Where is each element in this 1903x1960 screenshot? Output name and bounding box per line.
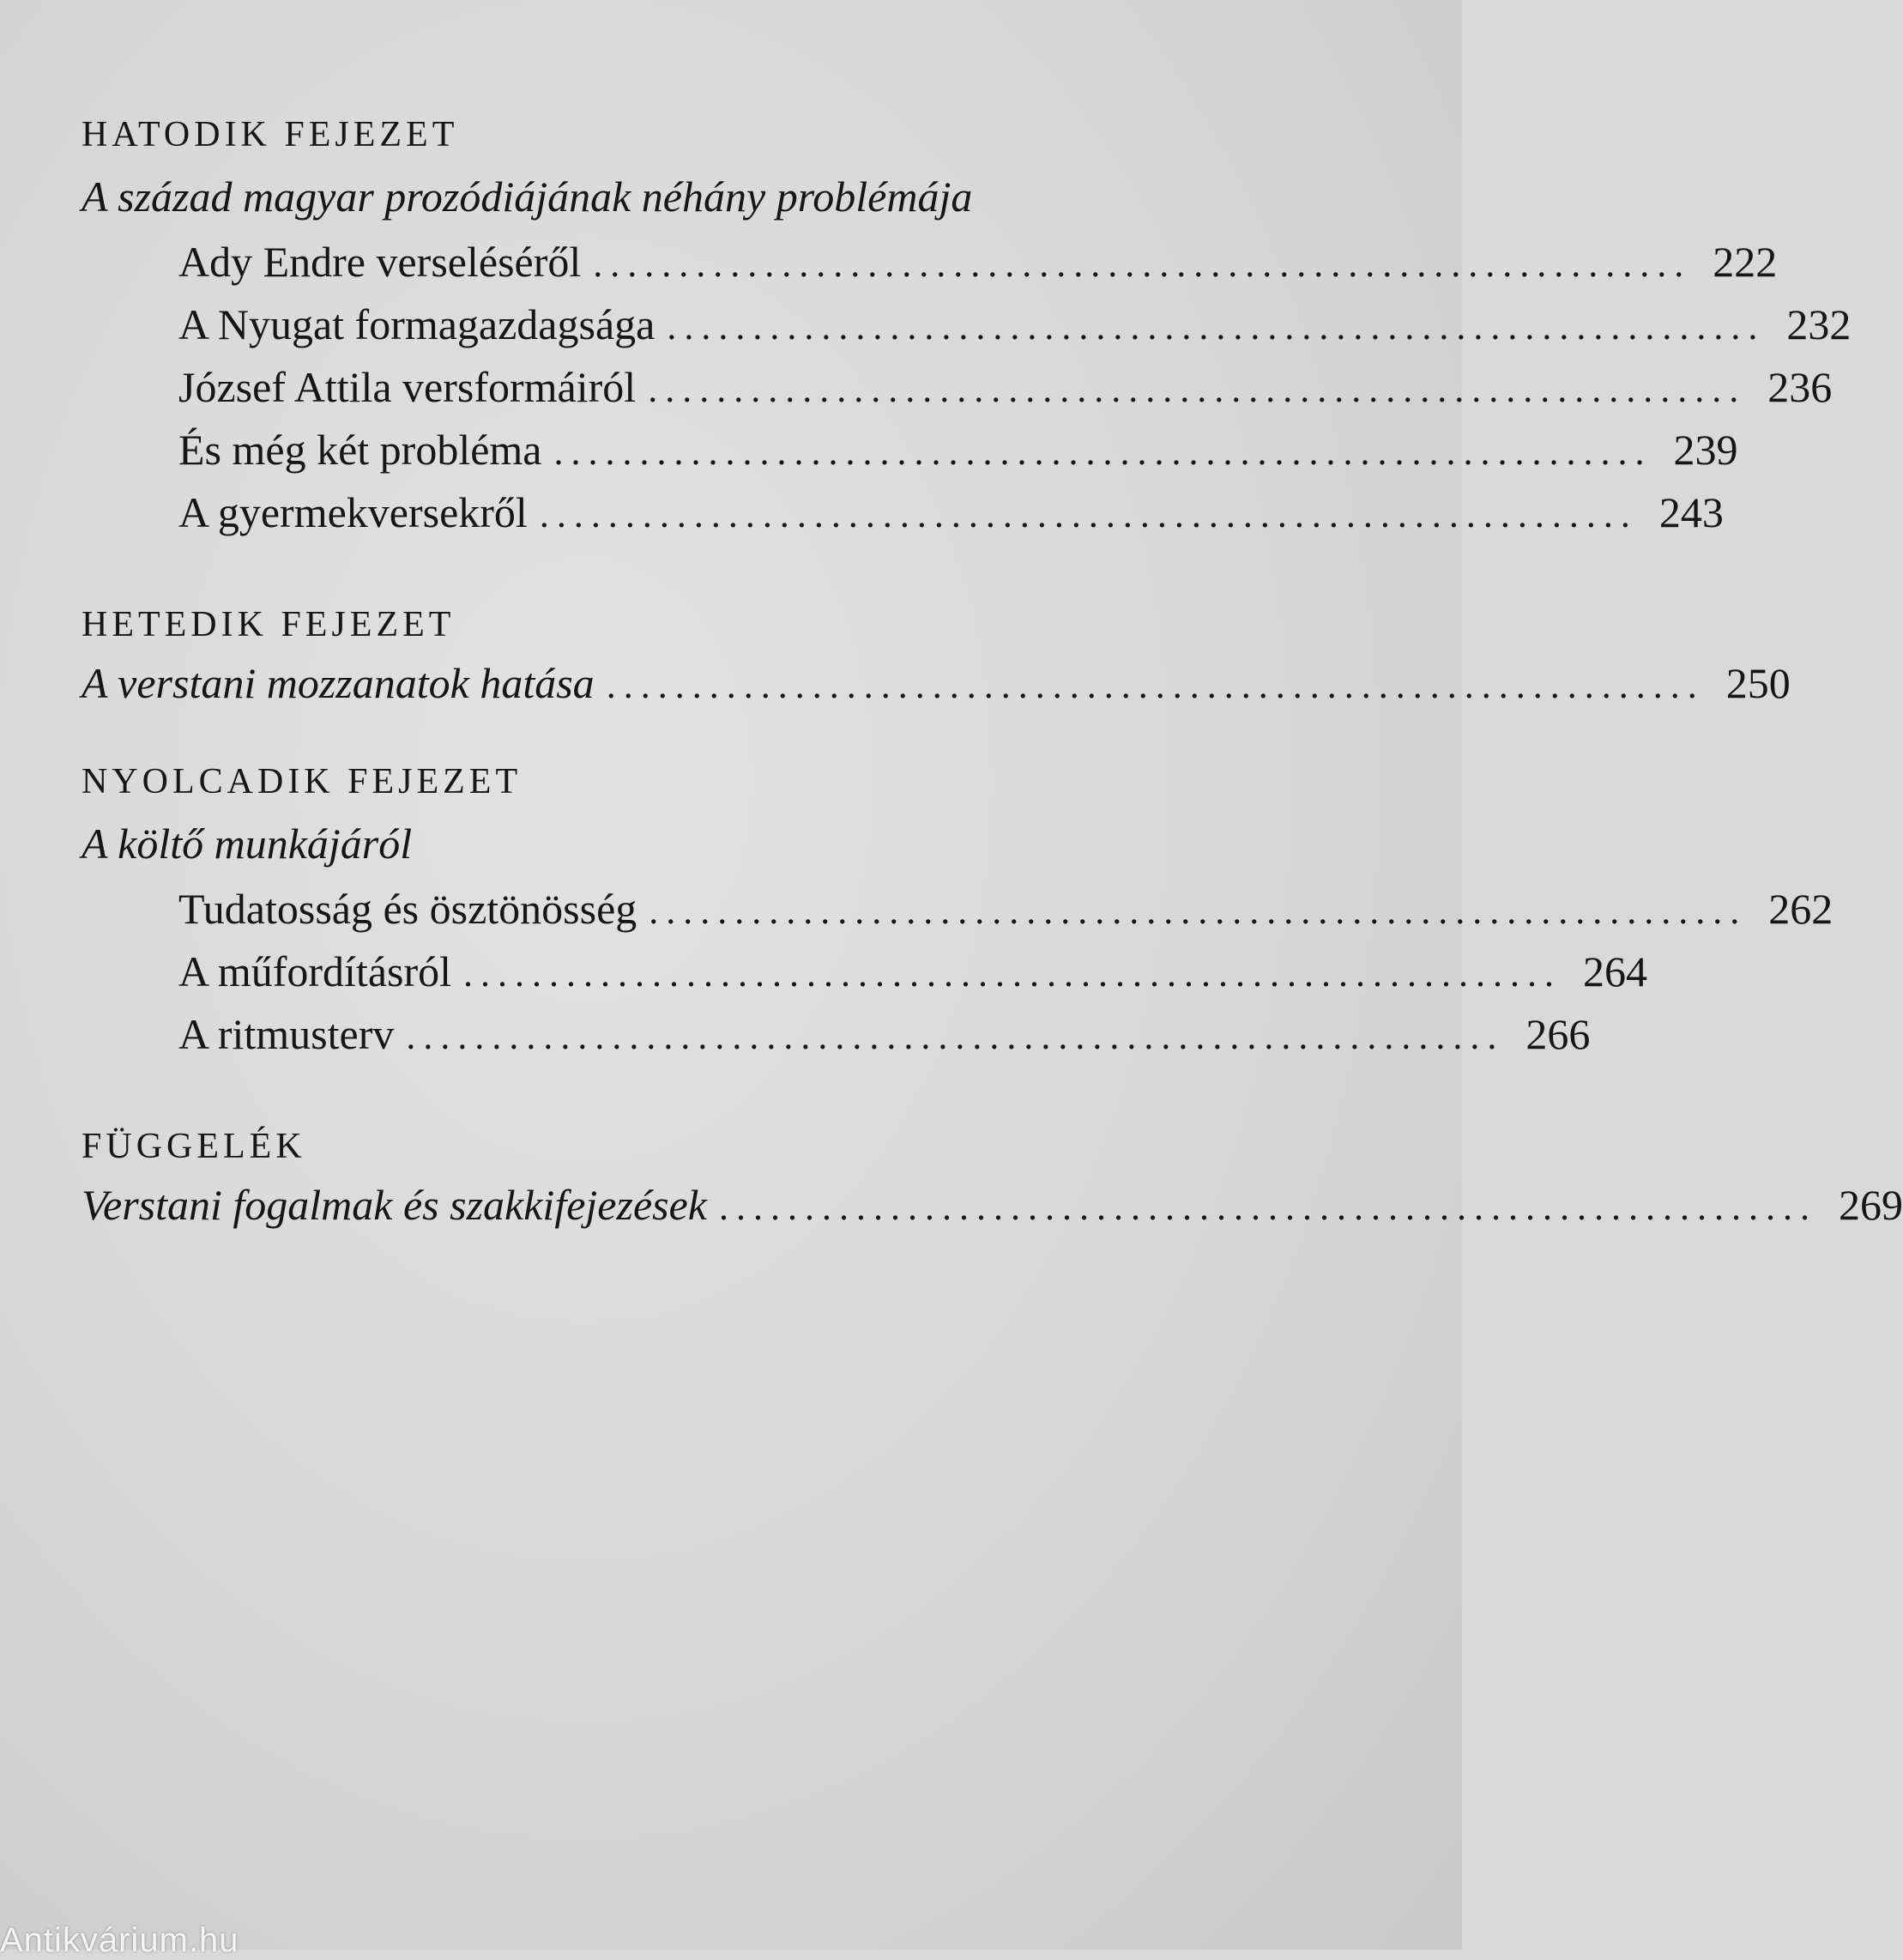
entry-title: Verstani fogalmak és szakkifejezések — [82, 1181, 707, 1229]
dot-leader: ................................................................ — [718, 1186, 1817, 1228]
entry-page-number: 232 — [1786, 300, 1852, 348]
watermark: Antikvárium.hu — [0, 1921, 239, 1959]
chapter-heading: HATODIK FEJEZET — [82, 115, 459, 154]
dot-leader: ................................................................ — [667, 305, 1766, 348]
entry-title: És még két probléma — [178, 426, 542, 474]
chapter-subtitle: A század magyar prozódiájának néhány problémája — [82, 172, 973, 221]
entry-title: A ritmusterv — [178, 1010, 395, 1058]
dot-leader: ................................................................ — [553, 431, 1652, 473]
entry-page-number: 250 — [1725, 659, 1791, 707]
entry-title: József Attila versformáiról — [178, 363, 637, 411]
toc-entry — [82, 293, 1852, 356]
entry-title: A műfordításról — [178, 947, 452, 995]
toc-entry — [82, 481, 1724, 544]
toc-entry — [82, 652, 1791, 715]
entry-page-number: 222 — [1713, 238, 1778, 286]
entry-page-number: 269 — [1838, 1181, 1903, 1229]
dot-leader: ................................................................ — [406, 1015, 1505, 1057]
entry-title: A gyermekversekről — [178, 488, 528, 536]
entry-page-number: 262 — [1768, 885, 1834, 933]
dot-leader: ................................................................ — [593, 243, 1692, 285]
chapter-heading: HETEDIK FEJEZET — [82, 605, 456, 644]
toc-entry — [82, 878, 1834, 941]
toc-entry — [82, 419, 1738, 481]
entry-page-number: 266 — [1525, 1010, 1591, 1058]
dot-leader: ................................................................ — [649, 890, 1748, 932]
dot-leader: ................................................................ — [539, 493, 1638, 535]
chapter-heading: FÜGGELÉK — [82, 1127, 306, 1166]
entry-title: Ady Endre verseléséről — [178, 238, 582, 286]
entry-title: A Nyugat formagazdagsága — [178, 300, 655, 348]
entry-page-number: 264 — [1583, 947, 1648, 995]
entry-page-number: 243 — [1658, 488, 1724, 536]
entry-page-number: 236 — [1767, 363, 1833, 411]
entry-title: Tudatosság és ösztönösség — [178, 885, 637, 933]
toc-entry — [82, 1174, 1903, 1237]
dot-leader: ................................................................ — [606, 664, 1705, 706]
chapter-subtitle: A költő munkájáról — [82, 820, 413, 868]
dot-leader: ................................................................ — [648, 368, 1747, 410]
table-of-contents — [82, 107, 1903, 1237]
toc-entry — [82, 356, 1833, 419]
entry-page-number: 239 — [1673, 426, 1738, 474]
dot-leader: ................................................................ — [463, 953, 1562, 995]
toc-entry — [82, 941, 1648, 1003]
toc-entry — [82, 1003, 1591, 1066]
entry-title: A verstani mozzanatok hatása — [82, 659, 595, 707]
chapter-heading: NYOLCADIK FEJEZET — [82, 762, 523, 802]
toc-entry — [82, 231, 1778, 293]
